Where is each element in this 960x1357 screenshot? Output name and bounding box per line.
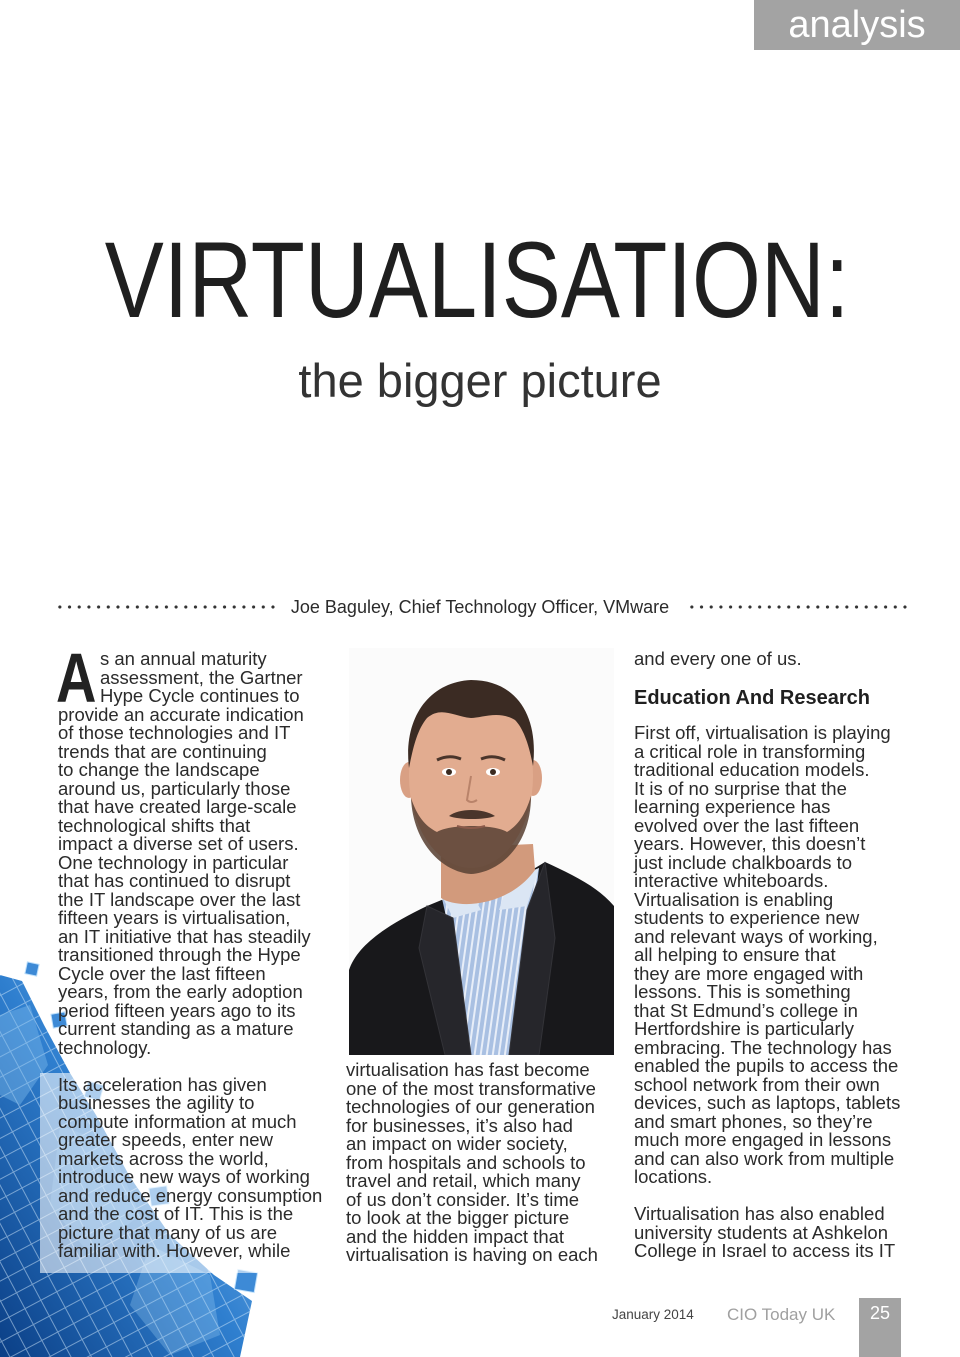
text-line: picture that many of us are: [58, 1221, 278, 1243]
text-line: and reduce energy consumption: [58, 1184, 323, 1206]
section-heading: Education And Research: [634, 687, 870, 709]
text-line: they are more engaged with: [634, 962, 864, 984]
text-line: greater speeds, enter new: [58, 1129, 273, 1150]
text-line: and the cost of IT. This is the: [58, 1203, 294, 1224]
text-line: technology.: [58, 1036, 152, 1058]
text-line: devices, such as laptops, tablets: [634, 1092, 901, 1113]
text-line: markets across the world,: [58, 1147, 269, 1169]
text-line: enabled the pupils to access the: [634, 1055, 899, 1076]
article-subtitle: the bigger picture: [298, 354, 662, 407]
text-line: assessment, the Gartner: [100, 666, 303, 688]
article-title: [0, 219, 957, 340]
text-line: College in Israel to access its IT: [634, 1240, 896, 1261]
paragraph: [346, 1061, 616, 1265]
text-line: school network from their own: [634, 1073, 880, 1095]
column-3-text: [634, 724, 909, 1261]
text-line: to change the landscape: [58, 759, 260, 780]
text-line: compute information at much: [58, 1110, 297, 1132]
column-1: [56, 639, 330, 1261]
text-line: of us don’t consider. It’s time: [346, 1188, 580, 1210]
text-line: technological shifts that: [58, 814, 251, 836]
text-line: embracing. The technology has: [634, 1036, 892, 1058]
text-line: trends that are continuing: [58, 740, 267, 762]
text-line: the IT landscape over the last: [58, 888, 301, 910]
text-line: students to experience new: [634, 907, 860, 928]
text-line: from hospitals and schools to: [346, 1151, 586, 1173]
text-line: Cycle over the last fifteen: [58, 962, 266, 984]
paragraph: [58, 1073, 330, 1261]
text-line: technologies of our generation: [346, 1096, 595, 1117]
text-line: to look at the bigger picture: [346, 1207, 570, 1228]
text-line: One technology in particular: [58, 851, 289, 873]
section-tab: analysis: [754, 0, 960, 50]
text-line: for businesses, it’s also had: [346, 1114, 573, 1136]
text-line: virtualisation is having on each: [346, 1244, 598, 1265]
text-line: familiar with. However, while: [58, 1240, 291, 1261]
publication-name: CIO Today UK: [727, 1305, 836, 1324]
text-line: and can also work from multiple: [634, 1147, 895, 1169]
paragraph: [634, 724, 909, 1187]
column-2: [346, 1061, 616, 1265]
text-line: a critical role in transforming: [634, 740, 866, 762]
article-title-text: VIRTUALISATION:: [104, 219, 850, 340]
text-line: and smart phones, so they’re: [634, 1110, 873, 1132]
text-line: that has continued to disrupt: [58, 870, 291, 891]
text-line: evolved over the last fifteen: [634, 814, 860, 836]
column-2-text: [346, 1061, 616, 1265]
author-photo: [349, 648, 614, 1055]
text-line: travel and retail, which many: [346, 1170, 581, 1191]
text-line: and relevant ways of working,: [634, 925, 878, 947]
text-line: that St Edmund’s college in: [634, 999, 858, 1021]
text-line: one of the most transformative: [346, 1077, 596, 1099]
drop-cap: A: [56, 639, 97, 717]
text-line: It is of no surprise that the: [634, 777, 847, 799]
text-line: lessons. This is something: [634, 981, 851, 1002]
text-line: much more engaged in lessons: [634, 1129, 892, 1150]
paragraph: [58, 650, 330, 1057]
text-line: and the hidden impact that: [346, 1225, 565, 1247]
text-line: an IT initiative that has steadily: [58, 925, 311, 947]
text-line: university students at Ashkelon: [634, 1221, 889, 1243]
text-line: Virtualisation is enabling: [634, 888, 834, 910]
text-line: Virtualisation has also enabled: [634, 1203, 885, 1224]
column-1-text: [58, 650, 330, 1261]
text-line: around us, particularly those: [58, 777, 291, 799]
text-line: locations.: [634, 1166, 713, 1187]
text-line: all helping to ensure that: [634, 944, 836, 965]
text-line: that have created large-scale: [58, 796, 297, 817]
text-line: transitioned through the Hype: [58, 944, 301, 965]
text-line: an impact on wider society,: [346, 1133, 568, 1154]
continued-text: and every one of us.: [634, 648, 802, 669]
text-line: interactive whiteboards.: [634, 870, 829, 891]
text-line: introduce new ways of working: [58, 1166, 310, 1187]
author-byline: Joe Baguley, Chief Technology Officer, VMware: [290, 597, 670, 617]
text-line: virtualisation has fast become: [346, 1059, 590, 1080]
paragraph: [634, 1205, 909, 1261]
text-line: period fifteen years ago to its: [58, 999, 296, 1021]
text-line: learning experience has: [634, 796, 831, 817]
text-line: traditional education models.: [634, 759, 870, 780]
page-number: 25: [859, 1298, 901, 1357]
text-line: s an annual maturity: [100, 648, 267, 669]
text-line: of those technologies and IT: [58, 722, 291, 743]
text-line: years. However, this doesn’t: [634, 833, 866, 854]
text-line: impact a diverse set of users.: [58, 833, 299, 854]
text-line: provide an accurate indication: [58, 703, 304, 725]
text-line: fifteen years is virtualisation,: [58, 907, 291, 928]
text-line: Its acceleration has given: [58, 1073, 267, 1095]
byline-dotted-rule-right: [687, 605, 907, 609]
text-line: just include chalkboards to: [634, 851, 853, 873]
text-line: First off, virtualisation is playing: [634, 722, 891, 743]
text-line: businesses the agility to: [58, 1092, 255, 1113]
text-line: Hype Cycle continues to: [100, 685, 300, 706]
column-3: [634, 650, 909, 1261]
issue-date: January 2014: [612, 1307, 694, 1322]
text-line: Hertfordshire is particularly: [634, 1018, 855, 1039]
text-line: years, from the early adoption: [58, 981, 303, 1002]
text-line: current standing as a mature: [58, 1018, 294, 1039]
